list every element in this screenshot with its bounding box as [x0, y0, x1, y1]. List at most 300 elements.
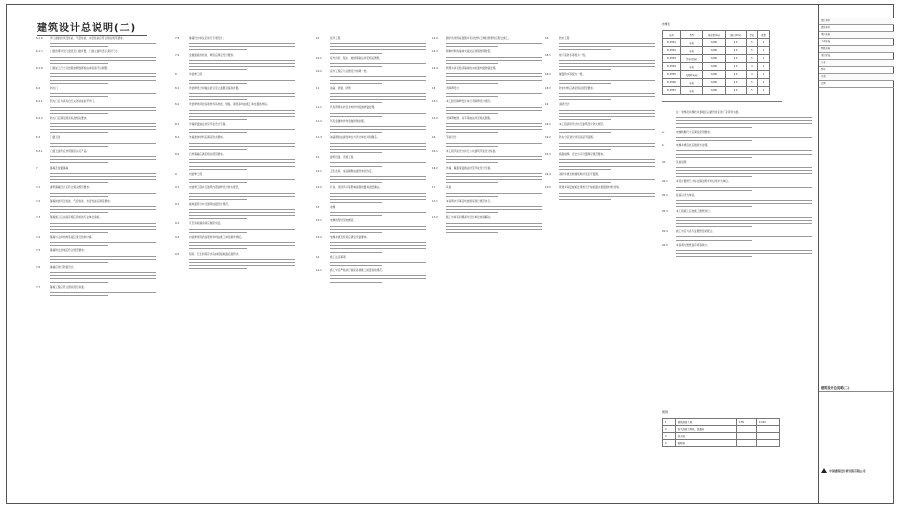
note-text: 外装修选用的各项材料其材质、规格、颜色等均由施工单位提供样板。 — [189, 103, 270, 107]
note-heading — [175, 122, 295, 127]
text-line — [676, 173, 812, 174]
note-text: 油漆、防腐、防锈 — [330, 86, 351, 90]
note-text: 地下室防水等级为一级。 — [559, 53, 588, 57]
note-heading — [36, 235, 156, 240]
note-body-lines — [316, 143, 426, 153]
note-heading — [36, 215, 156, 220]
title-block-field: 比例 — [819, 81, 894, 88]
legend-cell: 1:50 — [736, 419, 756, 426]
text-line — [50, 193, 156, 194]
text-line — [559, 129, 655, 130]
text-line — [189, 212, 295, 213]
note-text: 本工程施工应按施工图纸进行。 — [676, 210, 713, 214]
note-heading — [662, 160, 812, 165]
note-heading — [545, 135, 655, 140]
text-line — [676, 203, 812, 204]
note-body-lines — [316, 176, 426, 183]
table-cell: 1.0 — [725, 79, 746, 87]
note-body-lines — [545, 193, 655, 200]
note-body-lines — [175, 110, 295, 120]
note-text: 两种材料的墙体交接处应加钢丝网防裂。 — [446, 50, 493, 54]
note-number: 6.1.6 — [36, 37, 43, 40]
note-heading — [316, 56, 426, 61]
text-line — [559, 80, 655, 81]
note-body-lines — [175, 60, 295, 70]
note-body-lines — [432, 206, 542, 213]
text-line — [50, 80, 156, 81]
table-cell: 1.0 — [725, 55, 746, 63]
note-body-lines — [316, 113, 426, 117]
note-body-lines — [662, 217, 812, 227]
text-line — [676, 123, 812, 124]
note-number: 16.1 — [432, 149, 438, 153]
text-line — [330, 182, 382, 183]
note-body-lines — [432, 223, 542, 233]
text-line — [330, 102, 382, 103]
table-header-cell: 载重量(kg) — [703, 31, 725, 39]
note-heading — [662, 209, 812, 214]
table-cell: 4 — [746, 71, 758, 79]
text-line — [559, 49, 611, 50]
table-cell: 1 — [758, 71, 770, 79]
note-heading — [545, 36, 655, 41]
text-line — [559, 110, 655, 111]
note-text: 灯具、送回风口等影响美观的器具需经确认。 — [330, 186, 382, 190]
table-cell: 客梯 — [681, 39, 703, 47]
title-block — [818, 4, 894, 504]
note-heading — [36, 99, 156, 104]
text-line — [676, 236, 812, 237]
note-body-lines — [545, 110, 655, 120]
note-number: 8.2 — [175, 103, 180, 107]
note-heading — [432, 99, 542, 104]
title-block-grid — [819, 18, 894, 88]
note-body-lines — [36, 57, 156, 64]
note-heading — [662, 243, 812, 248]
note-number: 17 — [432, 186, 436, 190]
note-number: 10.1 — [316, 56, 322, 60]
text-line — [189, 116, 295, 117]
note-heading — [36, 49, 156, 54]
note-body-lines — [175, 259, 295, 269]
text-line — [189, 232, 247, 233]
note-heading — [545, 172, 655, 177]
note-body-lines — [662, 236, 812, 240]
note-text: 建筑幕墙设计应符合相关规范要求。 — [50, 186, 92, 190]
note-heading — [175, 53, 295, 58]
table-cell: 1 — [758, 55, 770, 63]
text-line — [189, 193, 295, 194]
note-heading — [36, 86, 156, 91]
text-line — [330, 46, 426, 47]
table-cell: 1000 — [703, 63, 725, 71]
note-heading — [175, 152, 295, 157]
note-text: 幕墙工程应符合国家现行标准。 — [50, 285, 87, 289]
text-line — [189, 146, 295, 147]
notes-column-6 — [662, 108, 812, 398]
note-body-lines — [432, 43, 542, 47]
note-body-lines — [316, 43, 426, 53]
text-line — [676, 206, 752, 207]
text-line — [330, 93, 426, 94]
note-body-lines — [662, 137, 812, 141]
text-line — [330, 265, 382, 266]
note-heading — [316, 218, 426, 223]
text-line — [50, 76, 156, 77]
text-line — [446, 57, 542, 58]
title-block-field: 日期 — [819, 74, 894, 81]
note-number: 13.1 — [316, 219, 322, 223]
note-body-lines — [175, 242, 295, 249]
note-body-lines — [316, 63, 426, 67]
text-line — [676, 256, 752, 257]
note-number: 7 — [36, 166, 38, 170]
table-cell: D-DT06 — [663, 79, 681, 87]
text-line — [189, 113, 295, 114]
note-heading — [316, 169, 426, 174]
legend-cell: 2 — [663, 426, 676, 433]
legend-cell: 1:100 — [756, 419, 779, 426]
text-line — [189, 132, 247, 133]
text-line — [446, 83, 498, 84]
text-line — [446, 73, 542, 74]
note-body-lines — [175, 229, 295, 233]
table-cell: 客梯 — [681, 63, 703, 71]
table-cell: 1000 — [703, 87, 725, 95]
note-body-lines — [545, 143, 655, 150]
text-line — [446, 60, 542, 61]
note-body-lines — [432, 173, 542, 183]
text-line — [50, 73, 156, 74]
note-text: 室外工程应与总图设计协调一致。 — [330, 70, 369, 74]
table-row — [663, 55, 770, 63]
note-body-lines — [545, 80, 655, 84]
note-number: 19.5 — [545, 186, 551, 190]
text-line — [50, 146, 108, 147]
note-body-lines — [432, 107, 542, 114]
note-text: 所有金属构件均需做防锈处理。 — [330, 119, 367, 123]
text-line — [330, 262, 426, 263]
note-text: 防水材料应满足相关规范要求。 — [559, 86, 596, 90]
note-body-lines — [432, 73, 542, 83]
table-cell: 1 — [758, 47, 770, 55]
note-text: 门窗加工尺寸应按照装修面厚度由承包商予以调整。 — [50, 67, 110, 71]
note-text: 建筑设备、设施工程 — [330, 156, 354, 160]
note-heading — [545, 185, 655, 190]
note-heading — [36, 66, 156, 71]
notes-column-5 — [545, 34, 655, 454]
note-text: 疏散楼梯、安全出口设置满足规范要求。 — [559, 153, 606, 157]
note-text: 金属面板的材质、厚度应满足设计要求。 — [189, 53, 236, 57]
text-line — [676, 217, 812, 218]
text-line — [330, 43, 426, 44]
text-line — [50, 143, 156, 144]
note-text: 外门窗的抗风压性能、气密性能、水密性能应符合相关规范要求。 — [50, 37, 126, 40]
note-text: 外墙保温做法详见节能设计专篇。 — [189, 122, 228, 126]
note-text: 内装修选用的各项材料均由施工单位制作样板。 — [189, 235, 244, 239]
table-cell: 2 — [758, 39, 770, 47]
text-line — [189, 63, 295, 64]
text-line — [189, 99, 247, 100]
note-number: 12 — [316, 156, 320, 160]
note-text: 所有预埋木砖及木构件均需做防腐处理。 — [330, 106, 377, 110]
note-text: 石材幕墙应满足相关规范要求。 — [189, 153, 226, 157]
text-line — [50, 173, 156, 174]
title-block-field: 项目名称 — [819, 32, 894, 39]
text-line — [676, 154, 812, 155]
note-body-lines — [316, 126, 426, 133]
text-line — [559, 159, 655, 160]
text-line — [446, 193, 542, 194]
table-cell: 1.0 — [725, 39, 746, 47]
text-line — [446, 176, 542, 177]
text-line — [330, 215, 382, 216]
note-heading — [432, 49, 542, 54]
text-line — [50, 107, 156, 108]
text-line — [50, 212, 108, 213]
table-cell: 1 — [758, 87, 770, 95]
text-line — [676, 120, 812, 121]
company-logo-icon — [821, 468, 827, 473]
text-line — [559, 132, 611, 133]
text-line — [50, 196, 108, 197]
text-line — [189, 49, 247, 50]
text-line — [189, 149, 247, 150]
note-text: 油漆颜色由建设单位与设计单位共同确定。 — [330, 136, 380, 140]
note-body-lines — [36, 223, 156, 233]
note-number: 7.4 — [36, 235, 41, 239]
text-line — [446, 80, 542, 81]
text-line — [330, 80, 426, 81]
text-line — [559, 99, 611, 100]
text-line — [330, 126, 426, 127]
note-text: 外装修设计和做法索引见立面图及墙身详图。 — [189, 86, 241, 90]
note-heading — [175, 252, 295, 257]
note-heading — [662, 130, 812, 135]
legend-cell — [736, 433, 756, 440]
table-cell: 1000 — [703, 55, 725, 63]
note-heading — [175, 235, 295, 240]
note-heading — [36, 116, 156, 121]
text-line — [50, 57, 156, 58]
text-line — [189, 46, 295, 47]
text-line — [330, 248, 426, 249]
note-number: 19.2 — [545, 136, 551, 140]
table-cell: D-DT04 — [663, 63, 681, 71]
text-line — [446, 232, 498, 233]
table-cell: 1000 — [703, 71, 725, 79]
text-line — [676, 220, 812, 221]
note-heading — [545, 152, 655, 157]
note-number: 7.8 — [175, 37, 180, 40]
text-line — [559, 182, 611, 183]
text-line — [446, 129, 542, 130]
note-body-lines — [662, 200, 812, 207]
text-line — [559, 119, 611, 120]
text-line — [189, 199, 247, 200]
table-row — [663, 71, 770, 79]
note-body-lines — [316, 162, 426, 166]
text-line — [50, 46, 108, 47]
text-line — [446, 63, 498, 64]
note-text: 幕墙的抗风压性能、气密性能、水密性能应满足要求。 — [50, 199, 113, 203]
note-text: 施工注意事项 — [330, 255, 346, 259]
text-line — [189, 179, 295, 180]
text-line — [50, 282, 108, 283]
note-body-lines — [36, 193, 156, 197]
note-heading — [662, 179, 812, 184]
note-body-lines — [545, 159, 655, 169]
text-line — [446, 223, 542, 224]
note-text: 标高以米为单位。 — [676, 193, 697, 197]
text-line — [446, 209, 542, 210]
legend-row — [663, 440, 780, 447]
notes-column-2 — [175, 34, 295, 454]
text-line — [330, 116, 382, 117]
note-body-lines — [175, 93, 295, 100]
table-row — [663, 47, 770, 55]
note-heading — [175, 172, 295, 177]
table-header-cell: 类型 — [681, 31, 703, 39]
note-heading — [545, 122, 655, 127]
text-line — [50, 223, 156, 224]
note-text: 凡设有地漏房间应做防水层。 — [189, 222, 223, 226]
text-line — [446, 159, 542, 160]
text-line — [559, 149, 611, 150]
text-line — [559, 143, 655, 144]
text-line — [330, 76, 426, 77]
text-line — [50, 156, 156, 157]
title-block-field: 专业 — [819, 60, 894, 67]
text-line — [189, 259, 295, 260]
table-cell: D-DT02 — [663, 47, 681, 55]
note-number: 14.2 — [432, 37, 438, 40]
notes-column-1 — [36, 34, 156, 454]
company-logo — [821, 468, 893, 473]
text-line — [50, 110, 156, 111]
note-heading — [545, 102, 655, 107]
text-line — [446, 132, 498, 133]
text-line — [676, 117, 812, 118]
note-text: 防火分区划分详见各层平面图。 — [559, 136, 596, 140]
note-text: 幕墙防火封堵应符合规范要求。 — [50, 249, 87, 253]
note-number: 16.2 — [432, 166, 438, 170]
note-text: 图中所选用标准图中有对结构工种的预埋件应配合施工。 — [446, 37, 511, 40]
note-number: 8.1 — [175, 86, 180, 90]
text-line — [676, 190, 752, 191]
note-number: 11 — [316, 86, 320, 90]
text-line — [446, 143, 542, 144]
note-body-lines — [36, 43, 156, 47]
note-number: 15.1 — [432, 100, 438, 104]
note-body-lines — [316, 76, 426, 83]
note-heading — [545, 86, 655, 91]
text-line — [50, 43, 156, 44]
legend-cell — [736, 426, 756, 433]
note-body-lines — [175, 179, 295, 183]
notes-column-3 — [316, 34, 426, 454]
note-text: 本工程节能设计执行公共建筑节能设计标准。 — [446, 149, 498, 153]
note-heading — [36, 36, 156, 41]
note-text: 施工中应与各专业图纸密切配合。 — [676, 230, 715, 234]
legend-cell: 1 — [663, 419, 676, 426]
note-text: 屋面防水等级为一级。 — [559, 73, 585, 77]
note-number: 7.7 — [36, 285, 41, 289]
note-heading — [36, 149, 156, 154]
note-number: 8.3 — [175, 122, 180, 126]
text-line — [330, 275, 426, 276]
note-heading — [432, 36, 542, 41]
table-cell: D-DT07 — [663, 87, 681, 95]
table-row — [663, 79, 770, 87]
table-cell: 5 — [746, 79, 758, 87]
note-heading — [36, 135, 156, 140]
legend-cell — [756, 440, 779, 447]
note-body-lines — [316, 193, 426, 203]
note-heading — [36, 166, 156, 171]
note-number: 17.1 — [432, 199, 438, 203]
note-body-lines — [662, 187, 812, 191]
table-cell: 5 — [746, 55, 758, 63]
text-line — [330, 252, 382, 253]
text-line — [676, 223, 812, 224]
text-line — [330, 212, 426, 213]
note-text: 其他说明 — [676, 160, 687, 164]
text-line — [676, 176, 752, 177]
note-number: 6.2.2 — [36, 116, 43, 120]
title-block-field: 设计阶段 — [819, 53, 894, 60]
text-line — [189, 229, 295, 230]
text-line — [330, 152, 382, 153]
text-line — [50, 262, 108, 263]
text-line — [446, 173, 542, 174]
text-line — [330, 179, 426, 180]
title-block-field: 设计单位 — [819, 18, 894, 25]
note-number: 6.2 — [36, 86, 41, 90]
note-number: 14.3 — [432, 50, 438, 54]
note-number: 17.2 — [432, 216, 438, 220]
note-body-lines — [545, 179, 655, 183]
text-line — [446, 107, 542, 108]
table-header-cell: 编号 — [663, 31, 681, 39]
note-number: 12.2 — [316, 186, 322, 190]
elevator-table — [662, 30, 770, 95]
note-body-lines — [36, 73, 156, 83]
note-text: 施工中应严格执行国家各项施工质量验收规范。 — [330, 269, 385, 273]
text-line — [50, 232, 108, 233]
note-text: 管道井每层楼板处用相当于楼板耐火极限的材料封堵。 — [559, 186, 622, 190]
note-text: 门窗五金 — [50, 136, 61, 140]
note-text: 节能设计 — [446, 136, 457, 140]
note-text: 厨房、卫生间等有水房间的楼地面应做防水。 — [189, 252, 241, 256]
note-number: 19.1 — [545, 122, 551, 126]
text-line — [330, 143, 426, 144]
text-line — [446, 76, 542, 77]
note-text: 楼地面部分执行建筑地面设计规范。 — [189, 202, 231, 206]
note-number: 8.4 — [175, 136, 180, 140]
text-line — [189, 162, 295, 163]
note-text: 消防设计 — [559, 103, 570, 107]
text-line — [330, 199, 426, 200]
note-body-lines — [432, 57, 542, 64]
note-body-lines — [36, 156, 156, 163]
text-line — [50, 113, 108, 114]
note-number: 8 — [175, 73, 177, 77]
text-line — [189, 209, 295, 210]
note-heading — [662, 229, 812, 234]
note-text: 无障碍坡道、扶手等做法详见相关图集。 — [446, 116, 493, 120]
text-line — [559, 66, 655, 67]
